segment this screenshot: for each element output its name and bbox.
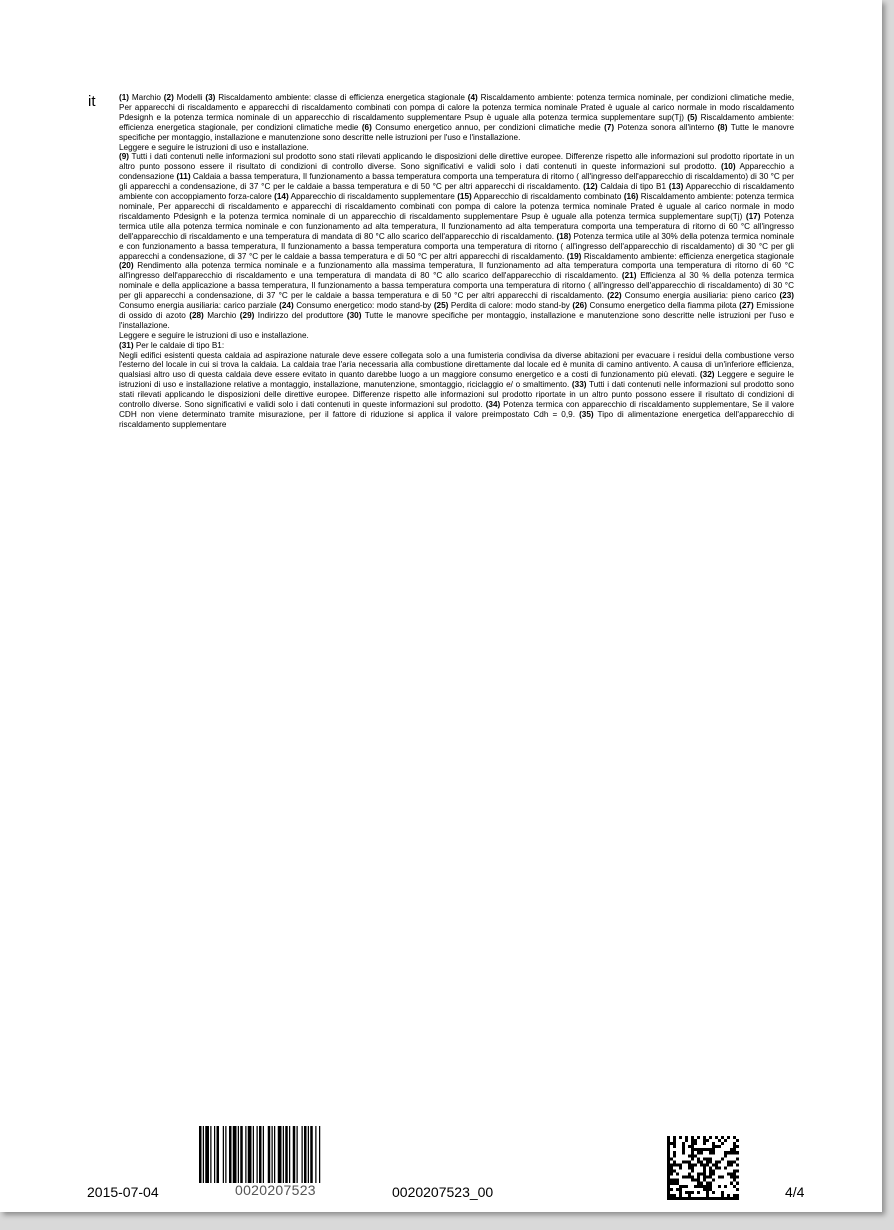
text-paragraph [119,93,794,143]
item-number: (20) [119,261,134,271]
datamatrix-code [667,1136,739,1200]
item-number: (8) [717,122,728,132]
text-run: Consumo energetico: modo stand-by [293,301,434,311]
item-number: (31) [119,340,134,350]
text-paragraph [119,331,794,341]
item-number: (16) [623,192,639,202]
text-paragraph [119,351,794,430]
text-run: Perdita di calore: modo stand-by [448,301,573,311]
text-run: Consumo energetico annuo, per condizioni climatiche medie [371,122,605,132]
item-number: (7) [604,122,615,132]
item-number: (34) [485,400,501,410]
item-number: (29) [239,310,255,320]
item-number: (35) [579,410,594,419]
text-run: Apparecchio a condensazione [119,162,795,182]
item-number: (21) [621,271,637,281]
text-run: Marchio [203,310,240,320]
item-number: (26) [572,301,587,311]
text-run: Tutte le manovre specifiche per montaggio, installazione e manutenzione sono descritte nelle istruzioni per l'uso e l'installazione. [119,122,795,142]
text-run: Leggere e seguire le istruzioni di uso e installazione. [119,330,309,340]
text-run: Tutti i dati contenuti nelle informazioni sul prodotto sono stati rilevati applicando le disposizioni delle direttive europee. Differenze rispetto alle informazioni sul prodotto riportate in un altro punto possono essere il risultato di condizioni di controllo diverse. Sono significativi e validi solo i dati contenuti in queste informazioni sul prodotto. [119,380,794,410]
text-run: Potenza termica utile al 30% della potenza termica nominale e con funzionamento a bassa temperatura, Il funzionamento a bassa temperatura comporta una temperatura di ritorno ( all'ingresso dell'apparecchio di riscaldamento) di 30 °C per gli apparecchi a condensazione, di 37 °C per le caldaie a bassa temperatura e di 50 °C per altri apparecchi di riscaldamento. [119,231,795,261]
language-code: it [88,93,96,110]
text-run: Rendimento alla potenza termica nominale e a funzionamento alla massima temperatura, Il funzionamento ad alta temperatura comporta una temperatura di ritorno di 60 °C all'ingresso dell'apparecchio di riscaldamento e una temperatura di mandata di 80 °C allo scarico dell'apparecchio di riscaldamento. [119,261,794,281]
text-run: Consumo energia ausiliaria: pieno carico [621,291,780,301]
item-number: (22) [607,291,622,301]
item-number: (15) [457,192,472,202]
item-number: (11) [176,172,191,182]
text-run: Riscaldamento ambiente: efficienza energetica stagionale [581,251,794,261]
text-run: Per le caldaie di tipo B1: [133,340,225,350]
text-run: Potenza sonora all'interno [614,122,718,132]
document-body [119,93,794,430]
text-run: Indirizzo del produttore [254,310,347,320]
text-run: Riscaldamento ambiente: efficienza energetica stagionale, per condizioni climatiche medie [119,112,794,132]
text-run: Efficienza al 30 % della potenza termica nominale e della applicazione a bassa temperatura, Il funzionamento a bassa temperatura comporta una temperatura di ritorno ( all'ingresso dell'apparecchio di riscaldamento) di 30 °C per gli apparecchi a condensazione, di 37 °C per le caldaie a bassa temperatura e di 50 °C per altri apparecchi di riscaldamento. [119,271,794,301]
text-run: Consumo energia ausiliaria: carico parziale [119,301,280,311]
text-paragraph [119,341,794,351]
text-run: Tutte le manovre specifiche per montaggio, installazione e manutenzione sono descritte nelle istruzioni per l'uso e l'installazione. [119,310,795,330]
text-run: Marchio [129,93,164,102]
item-number: (13) [668,182,684,192]
footer-date: 2015-07-04 [87,1184,159,1200]
item-number: (25) [433,301,449,311]
item-number: (3) [205,93,216,102]
item-number: (18) [556,231,572,241]
text-run: Modelli [173,93,206,102]
text-run: Apparecchio di riscaldamento combinato [471,192,624,202]
page-number: 4/4 [785,1184,805,1200]
item-number: (2) [163,93,174,102]
item-number: (1) [119,93,130,102]
text-run: Riscaldamento ambiente: potenza termica nominale, Per apparecchi di riscaldamento e apparecchi di riscaldamento combinati con pompa di calore la potenza termica nominale Prated è uguale al carico normale in modo riscaldamento Pdesignh e la potenza termica nominale di un apparecchio di riscaldamento supplementare Psup è uguale alla potenza termica supplementare sup(Tj) [119,192,794,221]
item-number: (6) [361,122,372,132]
item-number: (5) [687,112,698,122]
item-number: (14) [274,192,289,202]
text-run: Emissione di ossido di azoto [119,301,795,320]
text-paragraph [119,152,794,330]
item-number: (12) [583,182,598,192]
text-run: Negli edifici esistenti questa caldaia ad aspirazione naturale deve essere collegata solo a una fumisteria condivisa da diverse abitazioni per evacuare i residui della combustione verso l'esterno del locale in cui si trova la caldaia. La caldaia trae l'aria necessaria alla combustione direttamente dal locale ed è munita di camino antivento. A causa di un'inferiore efficienza, qualsiasi altro uso di questa caldaia deve essere evitato in quanto darebbe luogo a un maggiore consumo energetico e a costi di funzionamento più elevati. [119,350,794,380]
text-run: Caldaia a bassa temperatura, Il funzionamento a bassa temperatura comporta una temperatura di ritorno ( all'ingresso dell'apparecchio di riscaldamento) di 30 °C per gli apparecchi a condensazione, di 37 °C per le caldaie a bassa temperatura e di 50 °C per altri apparecchi di riscaldamento. [119,172,794,192]
item-number: (28) [189,310,204,320]
text-run: Apparecchio di riscaldamento supplementare [288,192,458,202]
item-number: (19) [566,251,582,261]
item-number: (30) [346,310,362,320]
item-number: (9) [119,152,130,162]
text-run: Tutti i dati contenuti nelle informazioni sul prodotto sono stati rilevati applicando le disposizioni delle direttive europee. Differenze rispetto alle informazioni sul prodotto riportate in un altro punto possono essere il risultato di condizioni di controllo diverse. Sono significativi e validi solo i dati contenuti in queste informazioni sul prodotto. [119,152,794,172]
barcode [199,1126,365,1183]
text-run: Caldaia di tipo B1 [597,182,669,192]
text-run: Riscaldamento ambiente: classe di efficienza energetica stagionale [215,93,468,102]
item-number: (10) [721,162,736,172]
footer-document-id: 0020207523_00 [392,1184,494,1200]
item-number: (24) [279,301,294,311]
text-run: Potenza termica utile alla potenza termica nominale e con funzionamento ad alta temperatura, Il funzionamento ad alta temperatura comporta una temperatura di ritorno di 60 °C all'ingresso dell'apparecchio di riscaldamento e una temperatura di mandata di 80 °C allo scarico dell'apparecchio di riscaldamento. [119,211,794,241]
text-paragraph [119,143,794,153]
item-number: (17) [745,211,761,221]
text-run: Leggere e seguire le istruzioni di uso e installazione relative a montaggio, installazione, manutenzione, smontaggio, riciclaggio e/ o smaltimento. [119,370,794,390]
item-number: (27) [739,301,754,311]
item-number: (23) [779,291,794,301]
item-number: (4) [467,93,478,102]
text-run: Apparecchio di riscaldamento ambiente con accoppiamento forza-calore [119,182,794,202]
text-run: Consumo energetico della fiamma pilota [586,301,740,311]
text-run: Leggere e seguire le istruzioni di uso e installazione. [119,142,309,152]
item-number: (33) [571,380,587,390]
text-run: Potenza termica con apparecchio di riscaldamento supplementare, Se il valore CDH non viene determinato tramite misurazione, per il fattore di riduzione si applica il valore preimpostato Cdh = 0,9. [119,400,795,419]
text-run: Riscaldamento ambiente: potenza termica nominale, per condizioni climatiche medie, Per apparecchi di riscaldamento e apparecchi di riscaldamento combinati con pompa di calore la potenza termica nominale Prated è uguale al carico normale in modo riscaldamento Pdesignh e la potenza termica nominale di un apparecchio di riscaldamento supplementare Psup è uguale alla potenza termica supplementare sup(Tj) [119,93,794,122]
barcode-number: 0020207523 [235,1182,316,1198]
text-run: Tipo di alimentazione energetica dell'apparecchio di riscaldamento supplementare [119,410,795,429]
item-number: (32) [699,370,715,380]
